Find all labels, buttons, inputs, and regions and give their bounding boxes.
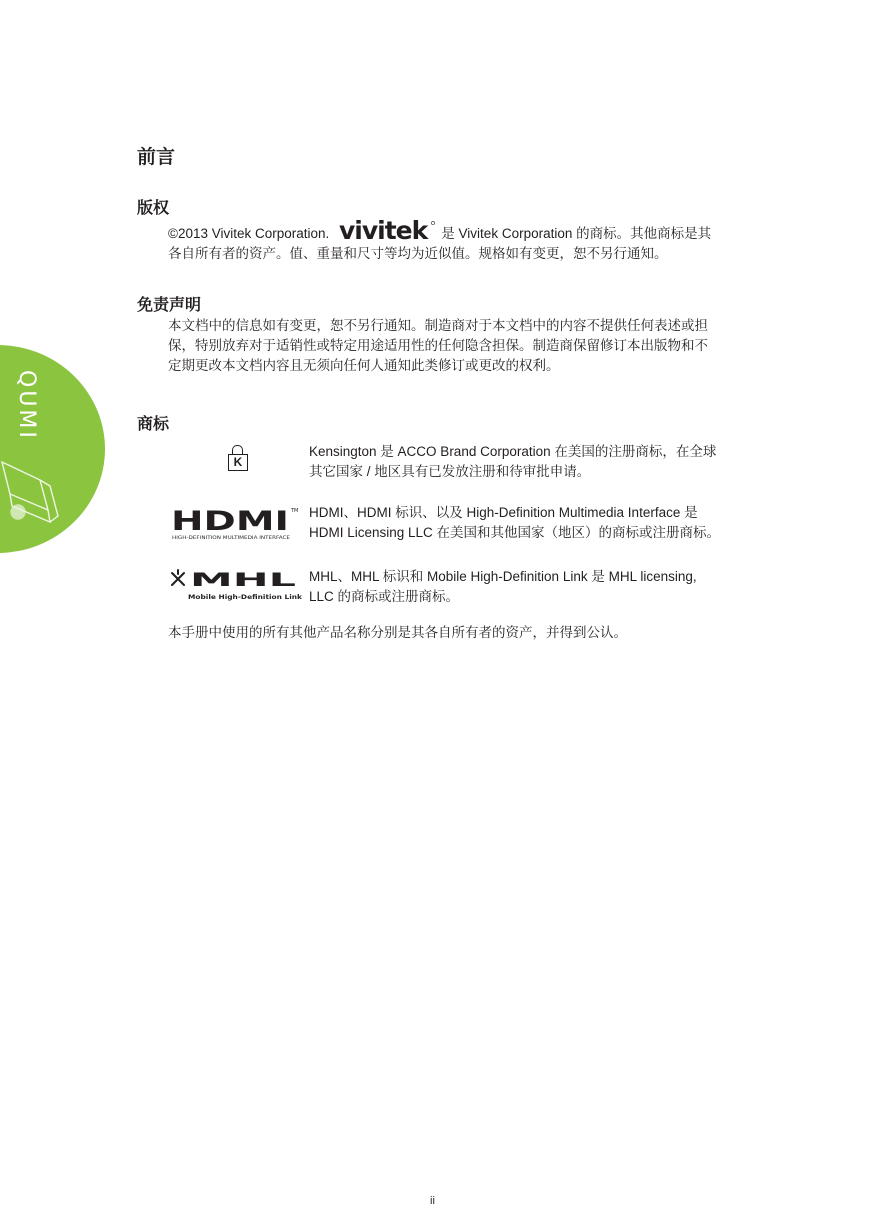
qumi-brand-logo: QUMI — [14, 370, 39, 441]
mhl-line1: MHL、MHL 标识和 Mobile High-Definition Link 是 MHL licensing, — [309, 569, 697, 584]
trademark-item-kensington — [160, 442, 760, 486]
kensington-lock-icon: K — [228, 454, 248, 471]
mhl-line2: LLC 的商标或注册商标。 — [309, 589, 460, 604]
kensington-line1: Kensington 是 ACCO Brand Corporation 在美国的注册商标，在全球 — [309, 444, 717, 459]
trademarks-footer: 本手册中使用的所有其他产品名称分别是其各自所有者的资产，并得到公认。 — [168, 625, 627, 640]
copyright-text — [168, 218, 768, 264]
disclaimer-line1: 本文档中的信息如有变更，恕不另行通知。制造商对于本文档中的内容不提供任何表述或担 — [168, 318, 708, 333]
page-title: 前言 — [137, 147, 176, 168]
copyright-line1-start: ©2013 Vivitek Corporation. — [168, 226, 330, 241]
vivitek-logo — [339, 218, 437, 244]
hdmi-logo-subtext: HIGH-DEFINITION MULTIMEDIA INTERFACE — [172, 536, 267, 541]
kensington-text — [309, 442, 769, 482]
copyright-line2: 各自所有者的资产。值、重量和尺寸等均为近似值。规格如有变更，恕不另行通知。 — [168, 246, 668, 261]
hdmi-tm: TM — [291, 508, 299, 514]
projector-icon — [0, 450, 60, 530]
hdmi-logo — [170, 505, 302, 541]
hdmi-text — [309, 503, 769, 543]
kensington-line2: 其它国家 / 地区具有已发放注册和待审批申请。 — [309, 464, 591, 479]
disclaimer-heading: 免责声明 — [137, 297, 202, 314]
page-number: ii — [430, 1195, 435, 1207]
disclaimer-line3: 定期更改本文档内容且无须向任何人通知此类修订或更改的权利。 — [168, 358, 560, 373]
hdmi-line2: HDMI Licensing LLC 在美国和其他国家（地区）的商标或注册商标。 — [309, 525, 721, 540]
trademark-item-hdmi — [160, 503, 760, 547]
trademarks-heading: 商标 — [137, 416, 170, 433]
mhl-logo — [168, 567, 304, 603]
mhl-logo-subtext: Mobile High-Definition Link — [188, 593, 303, 601]
disclaimer-text — [168, 316, 768, 376]
mhl-logo-text: MHL — [190, 569, 296, 591]
copyright-heading: 版权 — [137, 200, 170, 217]
vivitek-logo-text: vivitek — [339, 218, 428, 244]
hdmi-logo-text: HDMI — [171, 506, 289, 537]
hdmi-line1: HDMI、HDMI 标识、以及 High-Definition Multimedia Interface 是 — [309, 505, 698, 520]
disclaimer-line2: 保，特别放弃对于适销性或特定用途适用性的任何隐含担保。制造商保留修订本出版物和不 — [168, 338, 708, 353]
mhl-symbol-icon — [172, 570, 184, 585]
trademark-item-mhl — [160, 567, 760, 611]
mhl-text — [309, 567, 769, 607]
copyright-line1-end: 是 Vivitek Corporation 的商标。其他商标是其 — [441, 226, 712, 241]
